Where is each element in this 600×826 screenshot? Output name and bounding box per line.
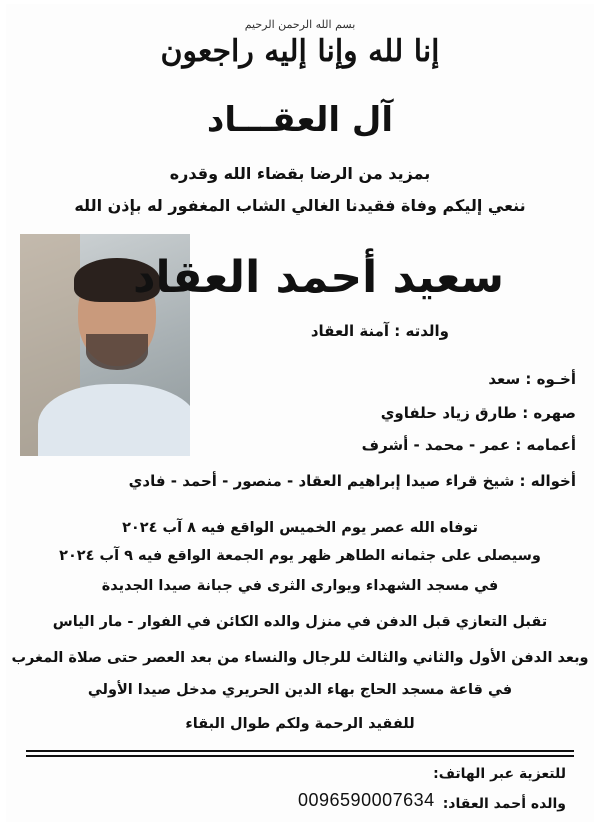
divider (26, 755, 574, 757)
brother-in-law-line: صهره : طارق زياد حلفاوي (380, 404, 576, 422)
maternal-uncles-line: أخواله : شيخ قراء صيدا إبراهيم العقاد - منصور - أحمد - فادي (128, 472, 576, 490)
mother-line: والدته : آمنة العقاد (310, 322, 449, 340)
phone-contact-name: والده أحمد العقاد: (442, 796, 566, 812)
phone-label: للتعزية عبر الهاتف: (433, 766, 566, 782)
family-title: آل العقـــاد (206, 100, 394, 140)
intro-line-1: بمزيد من الرضا بقضاء الله وقدره (169, 164, 431, 183)
burial-line: في مسجد الشهداء ويوارى الثرى في جبانة صيدا الجديدة (101, 578, 499, 594)
paternal-uncles-line: أعمامه : عمر - محمد - أشرف (361, 436, 576, 454)
deceased-name: سعيد أحمد العقاد (132, 252, 504, 303)
closing-line: للفقيد الرحمة ولكم طوال البقاء (185, 716, 415, 732)
brother-line: أخـوه : سعد (488, 370, 576, 388)
condolence-line-3: في قاعة مسجد الحاج بهاء الدين الحريري مدخل صيدا الأولي (87, 682, 513, 698)
quran-verse: إنا لله وإنا إليه راجعون (160, 34, 440, 69)
prayer-line: وسيصلى على جثمانه الطاهر ظهر يوم الجمعة الواقع فيه ٩ آب ٢٠٢٤ (59, 548, 541, 564)
condolence-line-1: تقبل التعازي قبل الدفن في منزل والده الكائن في الفوار - مار الياس (52, 614, 548, 630)
death-line: توفاه الله عصر يوم الخميس الواقع فيه ٨ آب ٢٠٢٤ (122, 520, 478, 536)
phone-number: 0096590007634 (298, 790, 435, 810)
basmala: بسم الله الرحمن الرحيم (244, 18, 356, 31)
intro-line-2: ننعي إليكم وفاة فقيدنا الغالي الشاب المغفور له بإذن الله (74, 196, 526, 215)
obituary-card (6, 4, 594, 822)
divider (26, 750, 574, 752)
condolence-line-2: وبعد الدفن الأول والثاني والثالث للرجال والنساء من بعد العصر حتى صلاة المغرب (11, 650, 589, 666)
